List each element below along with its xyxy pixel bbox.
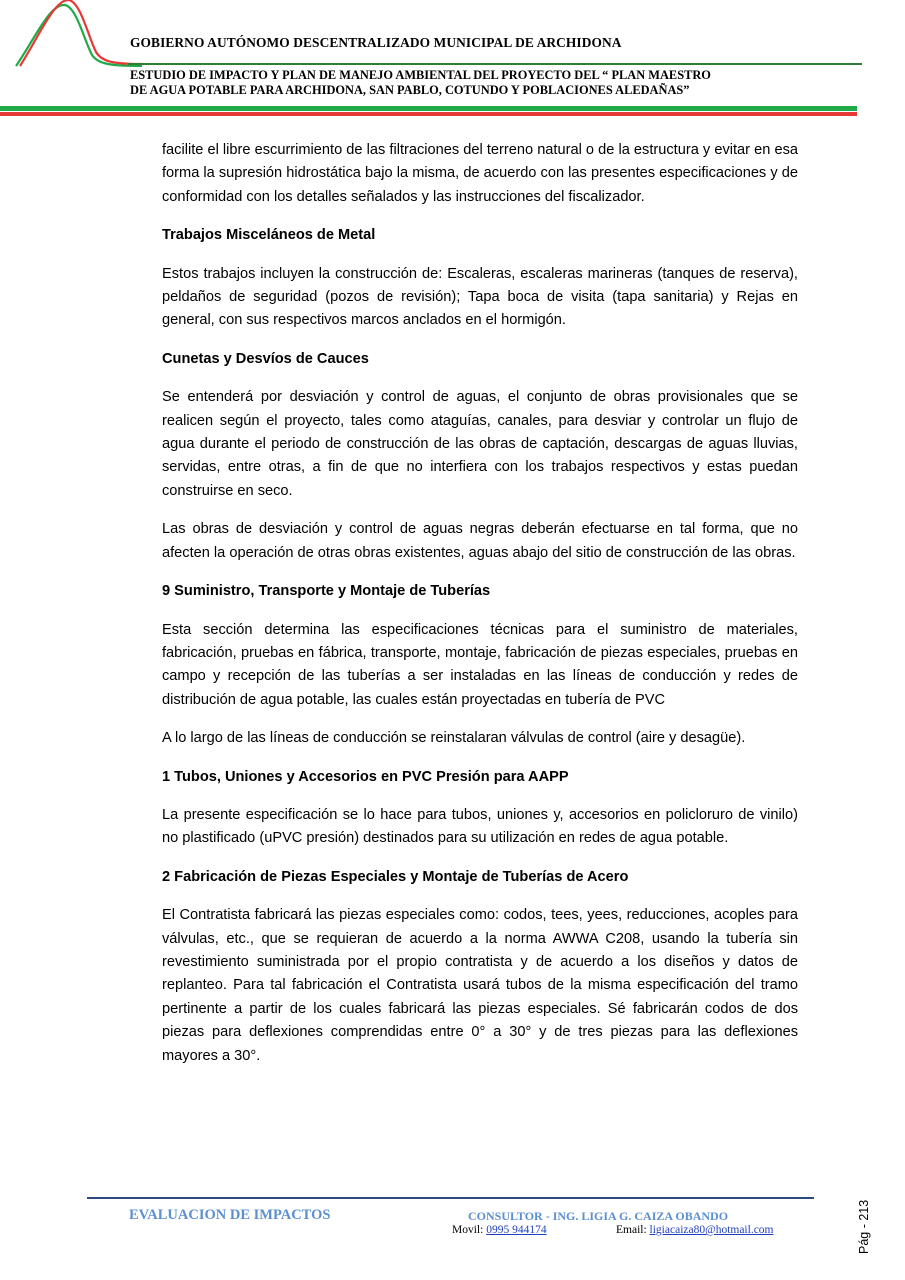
- footer-contact: [452, 1224, 812, 1236]
- email-label: Email:: [616, 1224, 650, 1236]
- paragraph: Se entenderá por desviación y control de aguas, el conjunto de obras provisionales que se realicen según el proyecto, tales como ataguías, canales, para desviar y controlar un flujo de agua durante el periodo de construcción de las obras de captación, descargas de aguas lluvias, servidas, entre otras, a fin de que no interfiera con los trabajos respectivos y estas puedan construirse en seco.: [162, 389, 798, 499]
- paragraph: El Contratista fabricará las piezas especiales como: codos, tees, yees, reducciones, acoples para válvulas, etc., que se requieran de acuerdo a la norma AWWA C208, usando la tubería sin revestimiento suministrada por el propio contratista y de acuerdo a los diseños y datos de replanteo. Para tal fabricación el Contratista usará tubos de la misma especificación del tramo pertinente a partir de los cuales fabricará las piezas especiales. Sé fabricarán codos de dos piezas para deflexiones comprendidas entre 0° a 30° y de tres piezas para las deflexiones mayores a 30°.: [162, 907, 798, 1064]
- paragraph: Estos trabajos incluyen la construcción de: Escaleras, escaleras marineras (tanques de reserva), peldaños de seguridad (pozos de revisión); Tapa boca de visita (tapa sanitaria) y Rejas en general, con sus respectivos marcos anclados en el hormigón.: [162, 265, 798, 329]
- page-number: Pág - 213: [857, 1199, 871, 1254]
- footer-consultant: CONSULTOR - ING. LIGIA G. CAIZA OBANDO: [468, 1209, 729, 1223]
- section-heading: 1 Tubos, Uniones y Accesorios en PVC Presión para AAPP: [162, 768, 569, 785]
- header-subtitle-line2: DE AGUA POTABLE PARA ARCHIDONA, SAN PABLO, COTUNDO Y POBLACIONES ALEDAÑAS”: [130, 82, 690, 97]
- paragraph: Esta sección determina las especificaciones técnicas para el suministro de materiales, fabricación, pruebas en fábrica, transporte, montaje, fabricación de piezas especiales, pruebas en campo y recepción de las tuberías a ser instaladas en las líneas de conducción y redes de distribución de agua potable, las cuales están proyectadas en tubería de PVC: [162, 621, 798, 708]
- footer-section-title: EVALUACION DE IMPACTOS: [129, 1207, 331, 1223]
- document-body: [162, 139, 798, 1083]
- section-heading: 9 Suministro, Transporte y Montaje de Tuberías: [162, 583, 491, 600]
- header-divider: [128, 63, 862, 65]
- section-heading: Cunetas y Desvíos de Cauces: [162, 350, 369, 367]
- footer-divider: [87, 1197, 814, 1199]
- curve-logo-icon: [14, 0, 144, 70]
- phone-label: Movil:: [452, 1224, 487, 1236]
- paragraph: facilite el libre escurrimiento de las filtraciones del terreno natural o de la estructura y evitar en esa forma la supresión hidrostática bajo la misma, de acuerdo con las presentes especificaciones y de conformidad con los detalles señalados y las instrucciones del fiscalizador.: [162, 142, 798, 205]
- header-subtitle: [130, 68, 830, 97]
- email-block: [616, 1224, 774, 1236]
- paragraph: A lo largo de las líneas de conducción se reinstalaran válvulas de control (aire y desagüe).: [162, 730, 746, 747]
- header-subtitle-line1: ESTUDIO DE IMPACTO Y PLAN DE MANEJO AMBIENTAL DEL PROYECTO DEL “ PLAN MAESTRO: [130, 68, 711, 82]
- paragraph: Las obras de desviación y control de aguas negras deberán efectuarse en tal forma, que no afecten la operación de otras obras existentes, aguas abajo del sitio de construcción de las obras.: [162, 521, 798, 561]
- header-title: GOBIERNO AUTÓNOMO DESCENTRALIZADO MUNICIPAL DE ARCHIDONA: [130, 35, 622, 50]
- email-link[interactable]: ligiacaiza80@hotmail.com: [649, 1224, 774, 1236]
- header-red-band: [0, 112, 857, 116]
- phone-link[interactable]: 0995 944174: [486, 1224, 547, 1236]
- paragraph: La presente especificación se lo hace para tubos, uniones y, accesorios en policloruro de vinilo) no plastificado (uPVC presión) destinados para su utilización en redes de agua potable.: [162, 806, 798, 847]
- section-heading: Trabajos Misceláneos de Metal: [162, 227, 376, 244]
- section-heading: 2 Fabricación de Piezas Especiales y Montaje de Tuberías de Acero: [162, 868, 629, 885]
- header-green-band: [0, 106, 857, 111]
